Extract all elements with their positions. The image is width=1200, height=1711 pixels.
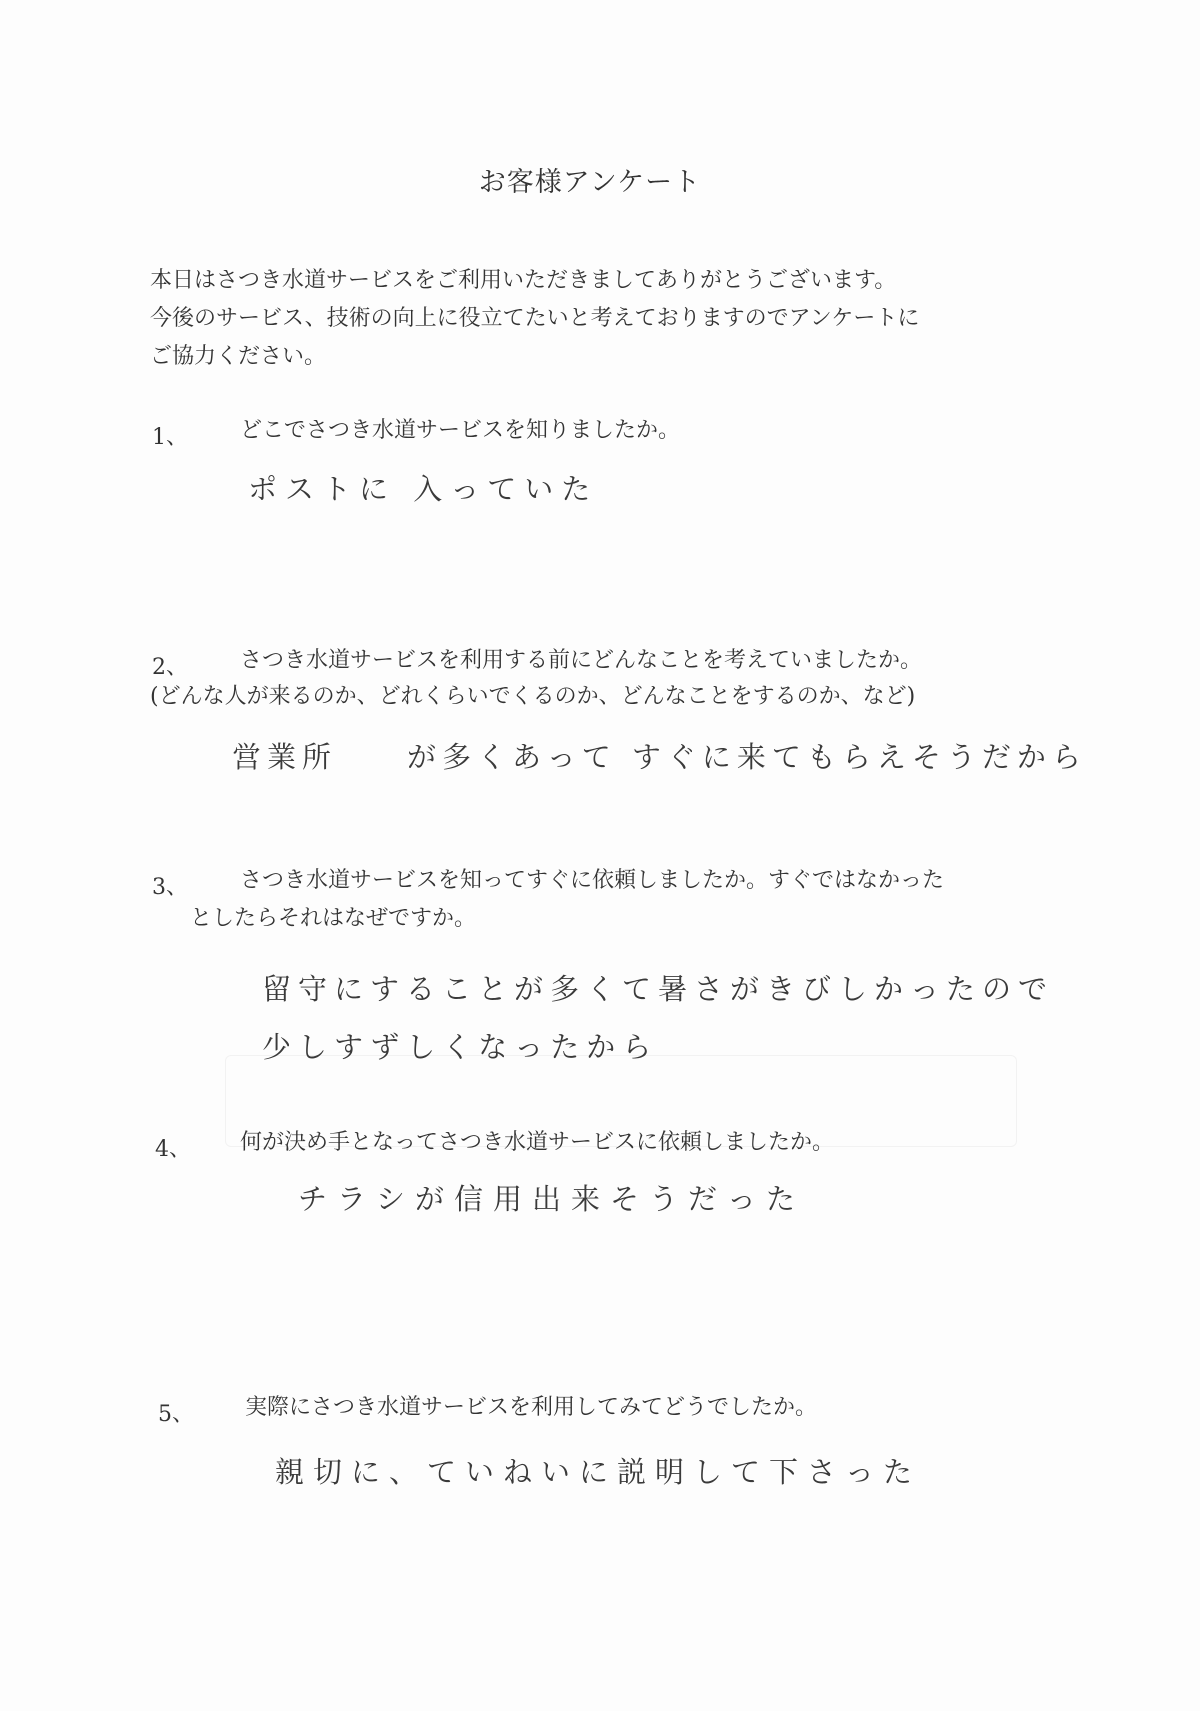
question-line: としたらそれはなぜですか。 xyxy=(190,906,477,931)
question-line: さつき水道サービスを利用する前にどんなことを考えていましたか。 xyxy=(240,648,923,673)
question-5-text xyxy=(245,1389,817,1427)
answer-3 xyxy=(262,960,1054,1076)
question-3-subtext xyxy=(190,900,476,938)
question-line: どこでさつき水道サービスを知りましたか。 xyxy=(240,418,681,443)
intro-line: 本日はさつき水道サービスをご利用いただきましてありがとうございます。 xyxy=(150,268,897,293)
page-title: お客様アンケート xyxy=(478,167,702,198)
question-2-text xyxy=(240,642,922,680)
question-1-number: 1、 xyxy=(152,425,188,450)
question-line: さつき水道サービスを知ってすぐに依頼しましたか。すぐではなかった xyxy=(240,868,945,893)
question-3-text xyxy=(240,862,944,900)
question-2-subtext xyxy=(150,678,915,716)
question-4-number: 4、 xyxy=(155,1137,191,1162)
question-line: 何が決め手となってさつき水道サービスに依頼しましたか。 xyxy=(240,1130,835,1155)
answer-2 xyxy=(232,728,1087,786)
question-4-text xyxy=(240,1124,834,1162)
question-5-number: 5、 xyxy=(158,1402,194,1427)
question-line: (どんな人が来るのか、どれくらいでくるのか、どんなことをするのか、など) xyxy=(150,684,916,709)
answer-line: 親切に、ていねいに説明して下さった xyxy=(275,1455,922,1489)
question-3-number: 3、 xyxy=(152,875,188,900)
answer-line: チラシが信用出来そうだった xyxy=(298,1182,806,1216)
answer-5 xyxy=(275,1443,921,1501)
answer-line: 留守にすることが多くて暑さがきびしかったので xyxy=(262,972,1055,1006)
question-line: 実際にさつき水道サービスを利用してみてどうでしたか。 xyxy=(245,1395,818,1420)
answer-line: ポストに 入っていた xyxy=(248,472,599,506)
intro-line: 今後のサービス、技術の向上に役立てたいと考えておりますのでアンケートに xyxy=(150,306,920,331)
question-1-text xyxy=(240,412,680,450)
intro-text xyxy=(150,262,1050,376)
answer-line: 少しすずしくなったから xyxy=(262,1030,659,1064)
answer-4 xyxy=(298,1170,805,1228)
answer-1 xyxy=(248,460,598,518)
question-2-number: 2、 xyxy=(152,655,188,680)
intro-line: ご協力ください。 xyxy=(150,344,327,369)
answer-line: 営業所 が多くあって すぐに来てもらえそうだから xyxy=(232,740,1087,774)
